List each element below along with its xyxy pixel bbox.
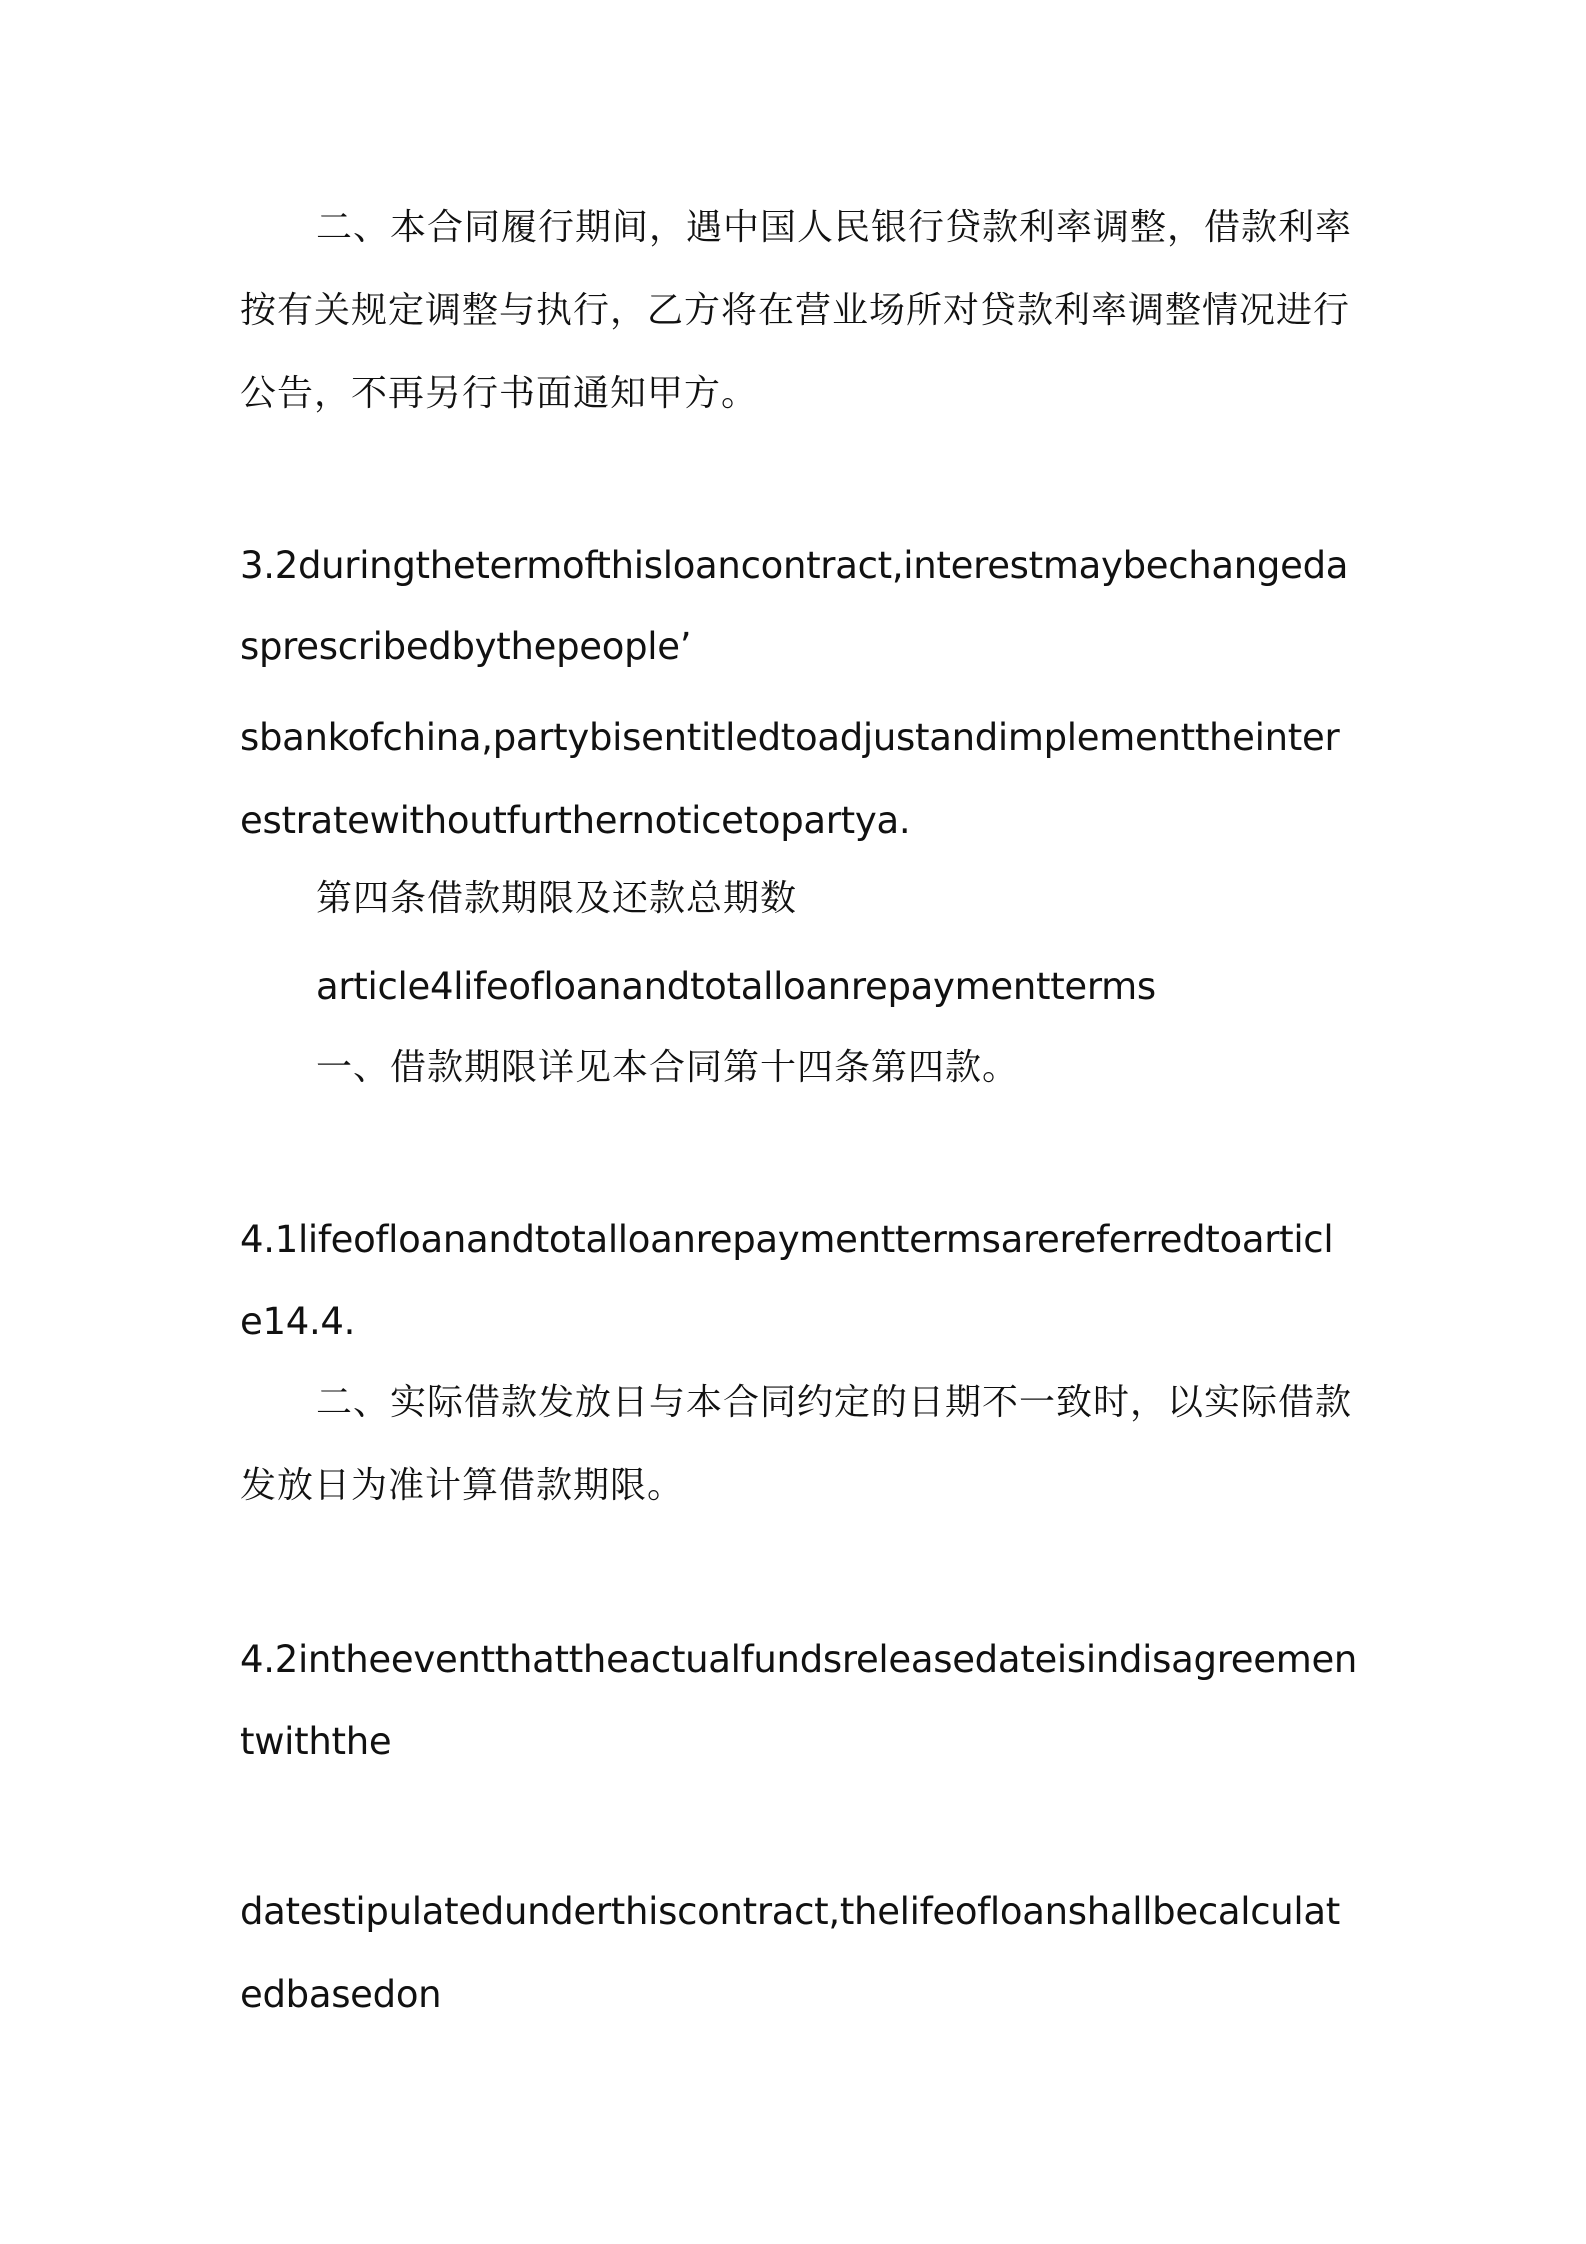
text-line-article3-2-en-1: 3.2duringthetermofthisloancontract,interestmaybechangeda: [240, 544, 1349, 587]
text-line-article3-2-cn-1: 二、本合同履行期间，遇中国人民银行贷款利率调整，借款利率: [316, 207, 1353, 248]
text-line-article4-2-cn-1: 二、实际借款发放日与本合同约定的日期不一致时，以实际借款: [316, 1382, 1353, 1423]
text-line-article4-1-en-1: 4.1lifeofloanandtotalloanrepaymenttermsarereferredtoarticl: [240, 1218, 1334, 1261]
text-line-article4-2-en-4: edbasedon: [240, 1973, 442, 2016]
text-line-article3-2-en-2: sprescribedbythepeople’: [240, 625, 692, 668]
text-line-article4-2-en-1: 4.2intheeventthattheactualfundsreleasedateisindisagreemen: [240, 1638, 1358, 1681]
text-line-article3-2-en-4: estratewithoutfurthernoticetopartya.: [240, 799, 911, 842]
text-line-article4-1-cn: 一、借款期限详见本合同第十四条第四款。: [316, 1047, 1020, 1088]
article-4-heading-cn: 第四条借款期限及还款总期数: [316, 878, 798, 919]
text-line-article4-2-en-2: twiththe: [240, 1720, 392, 1763]
text-line-article3-2-cn-3: 公告，不再另行书面通知甲方。: [240, 373, 759, 414]
text-line-article3-2-cn-2: 按有关规定调整与执行，乙方将在营业场所对贷款利率调整情况进行: [240, 290, 1351, 331]
text-line-article4-2-en-3: datestipulatedunderthiscontract,thelifeofloanshallbecalculat: [240, 1890, 1340, 1933]
article-4-heading-en: article4lifeofloanandtotalloanrepaymentterms: [316, 965, 1156, 1008]
text-line-article4-2-cn-2: 发放日为准计算借款期限。: [240, 1465, 685, 1506]
text-line-article3-2-en-3: sbankofchina,partybisentitledtoadjustandimplementtheinter: [240, 716, 1340, 759]
text-line-article4-1-en-2: e14.4.: [240, 1300, 356, 1343]
